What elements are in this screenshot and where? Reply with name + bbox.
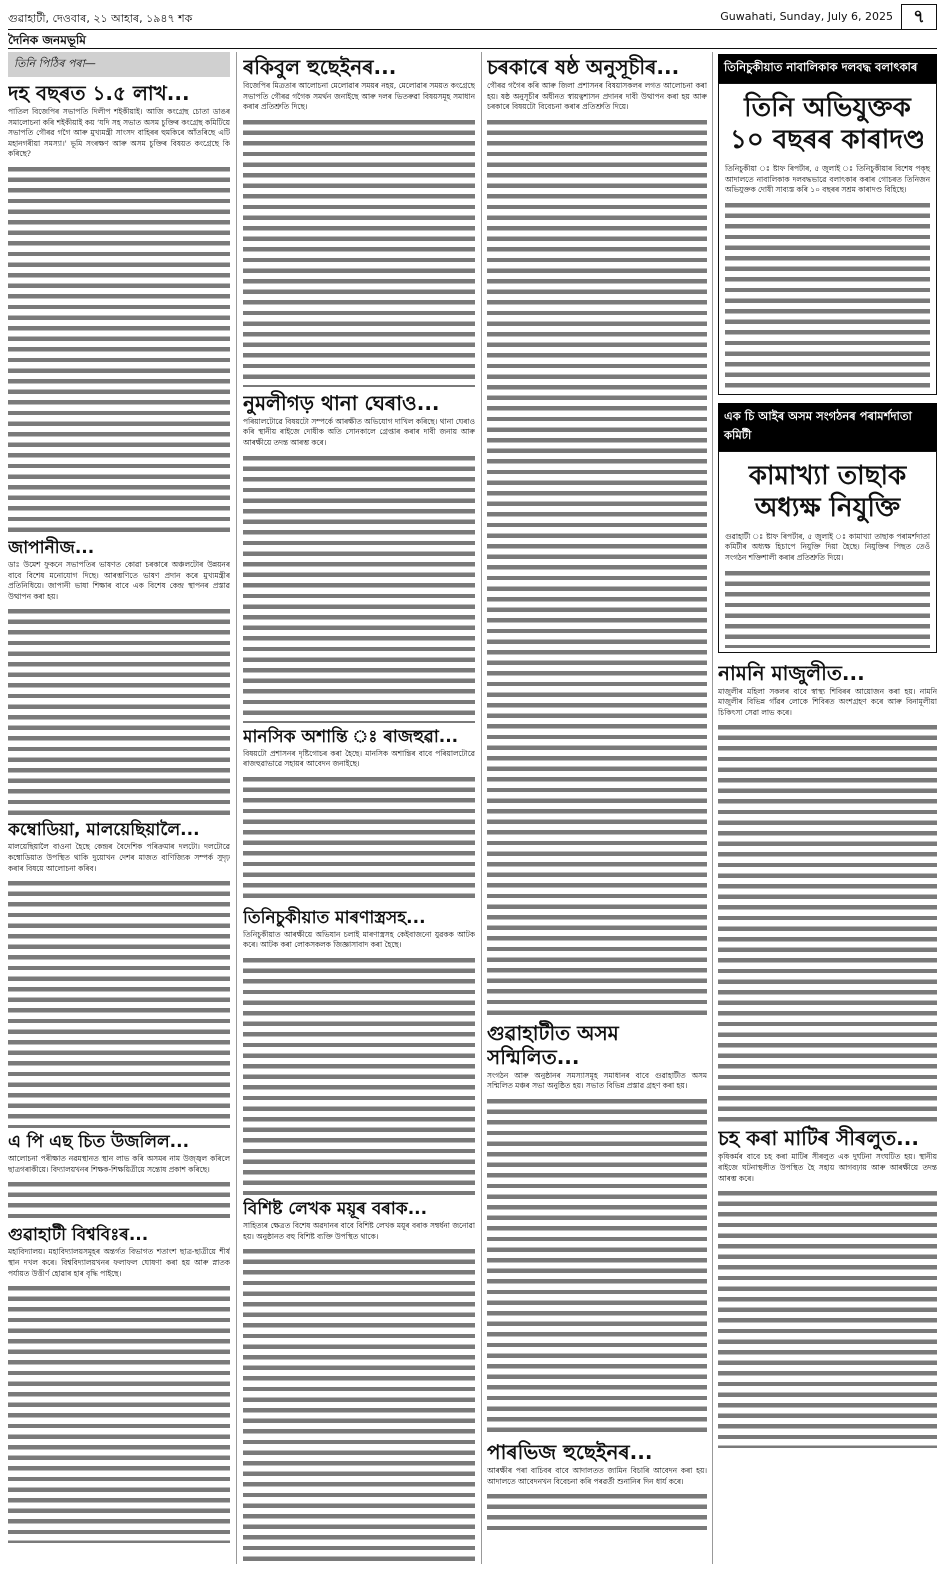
article-body — [8, 878, 230, 1128]
headline: নামনি মাজুলীত... — [718, 660, 865, 685]
article-lead: তিনিচুকীয়া ঃ ষ্টাফ ৰিপৰ্টাৰ, ৫ জুলাই ঃ তিনিচুকীয়াৰ বিশেষ পক্‌ছ আদালতে নাবালিকাক দলবদ্ধভাৱে বলাৎকাৰ কৰাৰ গোচৰত তিনিজন অভিযুক্তক দোষী সাব্যস্ত কৰি ১০ বছৰৰ সশ্ৰম কাৰাদণ্ড বিহিছে। — [725, 164, 930, 195]
article-lead: আলোচনা পৰীক্ষাত নৱমস্থানত স্থান লাভ কৰি অসমৰ নাম উজ্জ্বল কৰিলে ছাত্ৰগৰাকীয়ে। বিদ্যালয়খনৰ শিক্ষক-শিক্ষয়িত্ৰীয়ে সন্তোষ প্ৰকাশ কৰিছে। — [8, 1154, 230, 1174]
header-rule-2 — [8, 48, 937, 49]
dateline-right: Guwahati, Sunday, July 6, 2025 — [720, 10, 893, 23]
article-lead: সংগঠন আৰু অনুষ্ঠানৰ সমস্যাসমূহ সমাধানৰ বাবে গুৱাহাটীত অসম সন্মিলিত মঞ্চৰ সভা অনুষ্ঠিত হয়। সভাত বিভিন্ন প্ৰস্তাৱ গ্ৰহণ কৰা হয়। — [487, 1070, 707, 1091]
article-body — [718, 1188, 937, 1448]
header-rule — [8, 29, 937, 30]
article-body — [725, 568, 930, 648]
article-lead: মাজুলীৰ মহিলা সকলৰ বাবে স্বাস্থ্য শিবিৰৰ আয়োজন কৰা হয়। নামনি মাজুলীৰ বিভিন্ন গাঁৱৰ লোকে শিবিৰত অংশগ্ৰহণ কৰে আৰু বিনামূলীয়া চিকিৎসা সেৱা লাভ কৰে। — [718, 686, 937, 717]
box-header: এক চি আইৰ অসম সংগঠনৰ পৰামৰ্শদাতা কমিটী — [718, 403, 937, 451]
article-lead: গুৱাহাটী ঃ ষ্টাফ ৰিপৰ্টাৰ, ৫ জুলাই ঃ কামাখ্যা তাছাক পৰামৰ্শদাতা কমিটীৰ অধ্যক্ষ হিচাপে নিযুক্তি দিয়া হৈছে। নিযুক্তিৰ পিছত তেওঁ সংগঠন শক্তিশালী কৰাৰ প্ৰতিশ্ৰুতি দিয়ে। — [725, 531, 930, 562]
article-lead: পাতিল বিজেপিৰ সভাপতি দিলীপ শইকীয়াই। আজি কংগ্ৰেছ চোতা ডাঙৰ সমালোচনা কৰি শইকীয়াই কয় ‘যদি সহ সভাত অসম চুক্তিৰ কংগ্ৰেছ কমিটিয়ে সভাপতি গৌৰৱ গগৈ আৰু মুখ্যমন্ত্ৰী সাংসদ বাহিৰৰ হুমকিৰে আঁতৰিছে এটি মহানগৰীয়া সমস্যা।' ভূমি সংৰক্ষণ আৰু অসম চুক্তিৰ বিষয়ত কংগ্ৰেছে কি কৰিছে? — [8, 107, 230, 159]
headline: জাপানীজ... — [8, 537, 95, 558]
article-body — [487, 1491, 707, 1531]
headline: দহ বছৰত ১.৫ লাখ... — [8, 81, 190, 105]
headline: চৰকাৰে ষষ্ঠ অনুসূচীৰ... — [487, 55, 680, 79]
headline: এ পি এছ চিত উজলিল... — [8, 1132, 190, 1153]
headline: গুৱাহাটী বিশ্ববিঃৰ... — [8, 1225, 149, 1246]
headline: মানসিক অশান্তি ঃ ৰাজহুৱা... — [243, 726, 459, 747]
column-divider — [236, 52, 237, 1564]
column-divider — [712, 52, 713, 1564]
headline: কম্বোডিয়া, মালয়েছিয়ালৈ... — [8, 820, 200, 841]
article-lead: মহাবিদ্যালয়। মহাবিদ্যালয়সমূহৰ অন্তৰ্গত বিভাগত শতাংশ ছাত্ৰ-ছাত্ৰীয়ে শীৰ্ষ স্থান দখল কৰে। বিশ্ববিদ্যালয়খনৰ ফলাফল ঘোষণা কৰা হয় আৰু স্নাতক পৰ্যায়ত উত্তীৰ্ণ হোৱাৰ হাৰ বৃদ্ধি পাইছে। — [8, 1247, 230, 1278]
headline: ৰকিবুল হুছেইনৰ... — [243, 55, 397, 79]
article-lead: বিষয়টো প্ৰশাসনৰ দৃষ্টিগোচৰ কৰা হৈছে। মানসিক অশান্তিৰ বাবে পৰিয়ালটোৱে ৰাজহুৱাভাৱে সহায়ৰ আবেদন জনাইছে। — [243, 748, 475, 769]
featured-story — [718, 451, 937, 653]
article-body — [487, 117, 707, 1017]
box-header: তিনিচুকীয়াত নাবালিকাক দলবদ্ধ বলাৎকাৰ — [718, 54, 937, 83]
column-4 — [718, 52, 937, 1564]
article-body — [243, 774, 475, 904]
page-number: ৭ — [901, 4, 937, 30]
article-lead: মালয়েছিয়ালৈ বাওনা হৈছে কেন্দ্ৰৰ বৈদেশিক পৰিক্ৰমাৰ দলটো। দলটোৱে কম্বোডিয়াত উপস্থিত থাকি দুয়োখন দেশৰ মাজত বাণিজ্যিক সম্পৰ্ক সুদৃঢ় কৰাৰ বিষয়ে আলোচনা কৰিব। — [8, 842, 230, 873]
headline: তিনিচুকীয়াত মাৰণাস্ত্ৰসহ... — [243, 907, 426, 928]
column-divider — [481, 52, 482, 1564]
continued-tag: তিনি পিঠিৰ পৰা— — [8, 52, 230, 77]
headline: নুমলীগড় থানা ঘেৰাও... — [243, 390, 440, 415]
headline: গুৱাহাটীত অসম সন্মিলিত... — [487, 1020, 619, 1069]
article-body — [243, 1246, 475, 1564]
article-body — [243, 453, 475, 723]
article-body — [243, 955, 475, 1195]
article-lead: কৃষিকৰ্মৰ বাবে চহ কৰা মাটিৰ সীৰলুত এক দুৰ্ঘটনা সংঘটিত হয়। স্থানীয় ৰাইজে ঘটনাস্থলীত উপস্থিত হৈ সহায় আগবঢ়ায় আৰু আৰক্ষীয়ে তদন্ত আৰম্ভ কৰে। — [718, 1152, 937, 1183]
article-body — [487, 1096, 707, 1436]
feature-headline: তিনি অভিযুক্তক ১০ বছৰৰ কাৰাদণ্ড — [730, 93, 925, 155]
article-lead: ডাঃ উমেশ ফুকনে সভাপতিৰ ভাষণত কোৱা চৰকাৰে অঞ্চলটোৰ উন্নয়নৰ বাবে বিশেষ মনোযোগ দিছে। আৰম্ভণিতে ভাষণ প্ৰদান কৰে মুখ্যমন্ত্ৰীৰ প্ৰতিনিধিয়ে। জাপানী ভাষা শিক্ষাৰ বাবে এক বিশেষ কেন্দ্ৰ স্থাপনৰ প্ৰস্তাৱ উত্থাপন কৰা হয়। — [8, 559, 230, 601]
headline: চহ কৰা মাটিৰ সীৰলুত... — [718, 1126, 919, 1151]
column-1 — [8, 52, 230, 1564]
article-body — [725, 200, 930, 390]
article-body — [8, 164, 230, 534]
article-body — [718, 722, 937, 1122]
dateline-left: গুৱাহাটী, দেওবাৰ, ২১ আহাৰ, ১৯৪৭ শক — [8, 12, 193, 25]
article-lead: বিজেপিৰ মিত্ৰতাৰ আলোচনা মেলোৱাৰ সময়ৰ নহয়, মেলোৱাৰ সময়ত কংগ্ৰেছে সভাপতি গৌৰৱ গগৈক সমৰ্থন জনাইছে আৰু দলৰ ভিতৰুৱা বিষয়সমূহ সমাধান কৰাৰ প্ৰতিশ্ৰুতি দিছে। — [243, 81, 475, 112]
newspaper-brand: দৈনিক জনমভূমি — [8, 33, 86, 47]
column-2 — [243, 52, 475, 1564]
feature-headline: কামাখ্যা তাছাক অধ্যক্ষ নিযুক্তি — [748, 460, 907, 523]
article-lead: আৰক্ষীৰ পৰা বাচিবৰ বাবে আদালতত জামিন বিচাৰি আবেদন কৰা হয়। আদালতে আবেদনখন বিবেচনা কৰি পৰৱৰ্তী শুনানিৰ দিন ধাৰ্য কৰে। — [487, 1465, 707, 1486]
headline: পাৰভিজ হুছেইনৰ... — [487, 1439, 653, 1464]
article-lead: সাহিত্যৰ ক্ষেত্ৰত বিশেষ অৱদানৰ বাবে বিশিষ্ট লেখক ময়ূৰ বৰাক সম্বৰ্ধনা জনোৱা হয়। অনুষ্ঠানত বহু বিশিষ্ট ব্যক্তি উপস্থিত থাকে। — [243, 1220, 475, 1241]
column-3 — [487, 52, 707, 1564]
article-body — [8, 1283, 230, 1543]
featured-story — [718, 83, 937, 395]
article-body — [8, 1179, 230, 1221]
article-lead: গৌৰৱ গগৈৰ কৰি আৰু জিলা প্ৰশাসনৰ বিষয়াসকলৰ লগত আলোচনা কৰা হয়। ষষ্ঠ অনুসূচীৰ অধীনত স্বায়ত্বশাসন প্ৰদানৰ দাবী উত্থাপন কৰা হয় আৰু চৰকাৰে বিষয়টো বিবেচনা কৰাৰ প্ৰতিশ্ৰুতি দিয়ে। — [487, 81, 707, 112]
article-body — [8, 606, 230, 816]
article-body — [243, 117, 475, 387]
article-lead: তিনিচুকীয়াত আৰক্ষীয়ে অভিযান চলাই মাৰণাস্ত্ৰসহ কেইবাজনো যুৱকক আটক কৰে। আটক কৰা লোকসকলক জিজ্ঞাসাবাদ কৰা হৈছে। — [243, 929, 475, 950]
headline: বিশিষ্ট লেখক ময়ূৰ বৰাক... — [243, 1198, 428, 1219]
masthead — [8, 4, 937, 28]
article-lead: পৰিয়ালটোৱে বিষয়টো সম্পৰ্কে আৰক্ষীত অভিযোগ দাখিল কৰিছে। থানা ঘেৰাও কৰি স্থানীয় ৰাইজে দোষীক অতি সোনকালে গ্ৰেপ্তাৰ কৰাৰ দাবী জনায় আৰু আৰক্ষীয়ে তদন্ত আৰম্ভ কৰে। — [243, 416, 475, 447]
